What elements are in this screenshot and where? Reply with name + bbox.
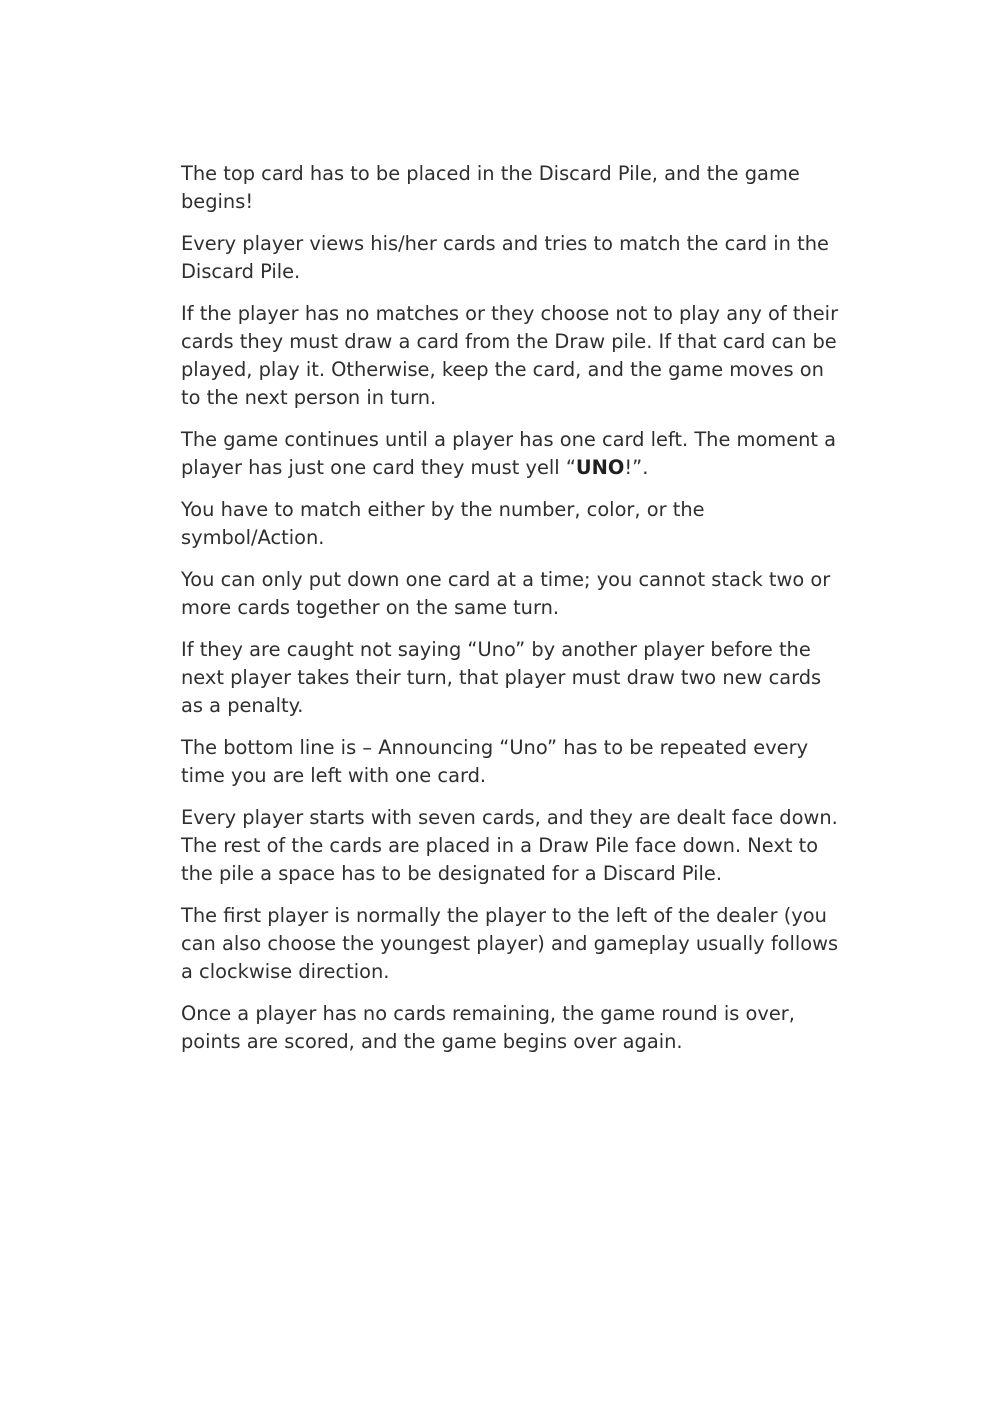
uno-bold-text: UNO	[575, 456, 625, 479]
text-line: next player takes their turn, that player must draw two new cards	[181, 666, 822, 689]
paragraph-bottom-line	[181, 734, 893, 790]
text-line: The bottom line is – Announcing “Uno” has to be repeated every	[181, 736, 809, 759]
text-line: Discard Pile.	[181, 260, 301, 283]
text-before-uno: player has just one card they must yell “	[181, 456, 576, 479]
text-line: The first player is normally the player to the left of the dealer (you	[181, 904, 827, 927]
text-line: The rest of the cards are placed in a Draw Pile face down. Next to	[181, 834, 819, 857]
text-line: cards they must draw a card from the Draw pile. If that card can be	[181, 330, 837, 353]
text-line: The top card has to be placed in the Discard Pile, and the game	[181, 162, 800, 185]
text-line: If they are caught not saying “Uno” by another player before the	[181, 638, 811, 661]
text-line: more cards together on the same turn.	[181, 596, 560, 619]
text-line: You have to match either by the number, color, or the	[181, 498, 705, 521]
text-line-uno	[181, 454, 893, 482]
text-line: If the player has no matches or they choose not to play any of their	[181, 302, 839, 325]
paragraph-penalty	[181, 636, 893, 720]
text-line: as a penalty.	[181, 694, 304, 717]
paragraph-first-player	[181, 902, 893, 986]
text-line: a clockwise direction.	[181, 960, 390, 983]
paragraph-match-card	[181, 230, 893, 286]
text-line: to the next person in turn.	[181, 386, 437, 409]
paragraph-match-rules	[181, 496, 893, 552]
text-after-uno: !”.	[624, 456, 649, 479]
text-line: points are scored, and the game begins over again.	[181, 1030, 683, 1053]
text-line: Every player starts with seven cards, and they are dealt face down.	[181, 806, 838, 829]
document-body	[181, 160, 893, 1070]
paragraph-seven-cards	[181, 804, 893, 888]
text-line: played, play it. Otherwise, keep the card, and the game moves on	[181, 358, 824, 381]
text-line: You can only put down one card at a time; you cannot stack two or	[181, 568, 831, 591]
text-line: The game continues until a player has one card left. The moment a	[181, 428, 837, 451]
text-line: symbol/Action.	[181, 526, 325, 549]
paragraph-yell-uno	[181, 426, 893, 482]
text-line: time you are left with one card.	[181, 764, 487, 787]
text-line: Every player views his/her cards and tries to match the card in the	[181, 232, 829, 255]
paragraph-no-matches	[181, 300, 893, 412]
paragraph-one-card-at-a-time	[181, 566, 893, 622]
paragraph-discard-pile-start	[181, 160, 893, 216]
text-line: Once a player has no cards remaining, the game round is over,	[181, 1002, 795, 1025]
text-line: can also choose the youngest player) and gameplay usually follows	[181, 932, 839, 955]
text-line: begins!	[181, 190, 254, 213]
paragraph-round-over	[181, 1000, 893, 1056]
text-line: the pile a space has to be designated for a Discard Pile.	[181, 862, 723, 885]
